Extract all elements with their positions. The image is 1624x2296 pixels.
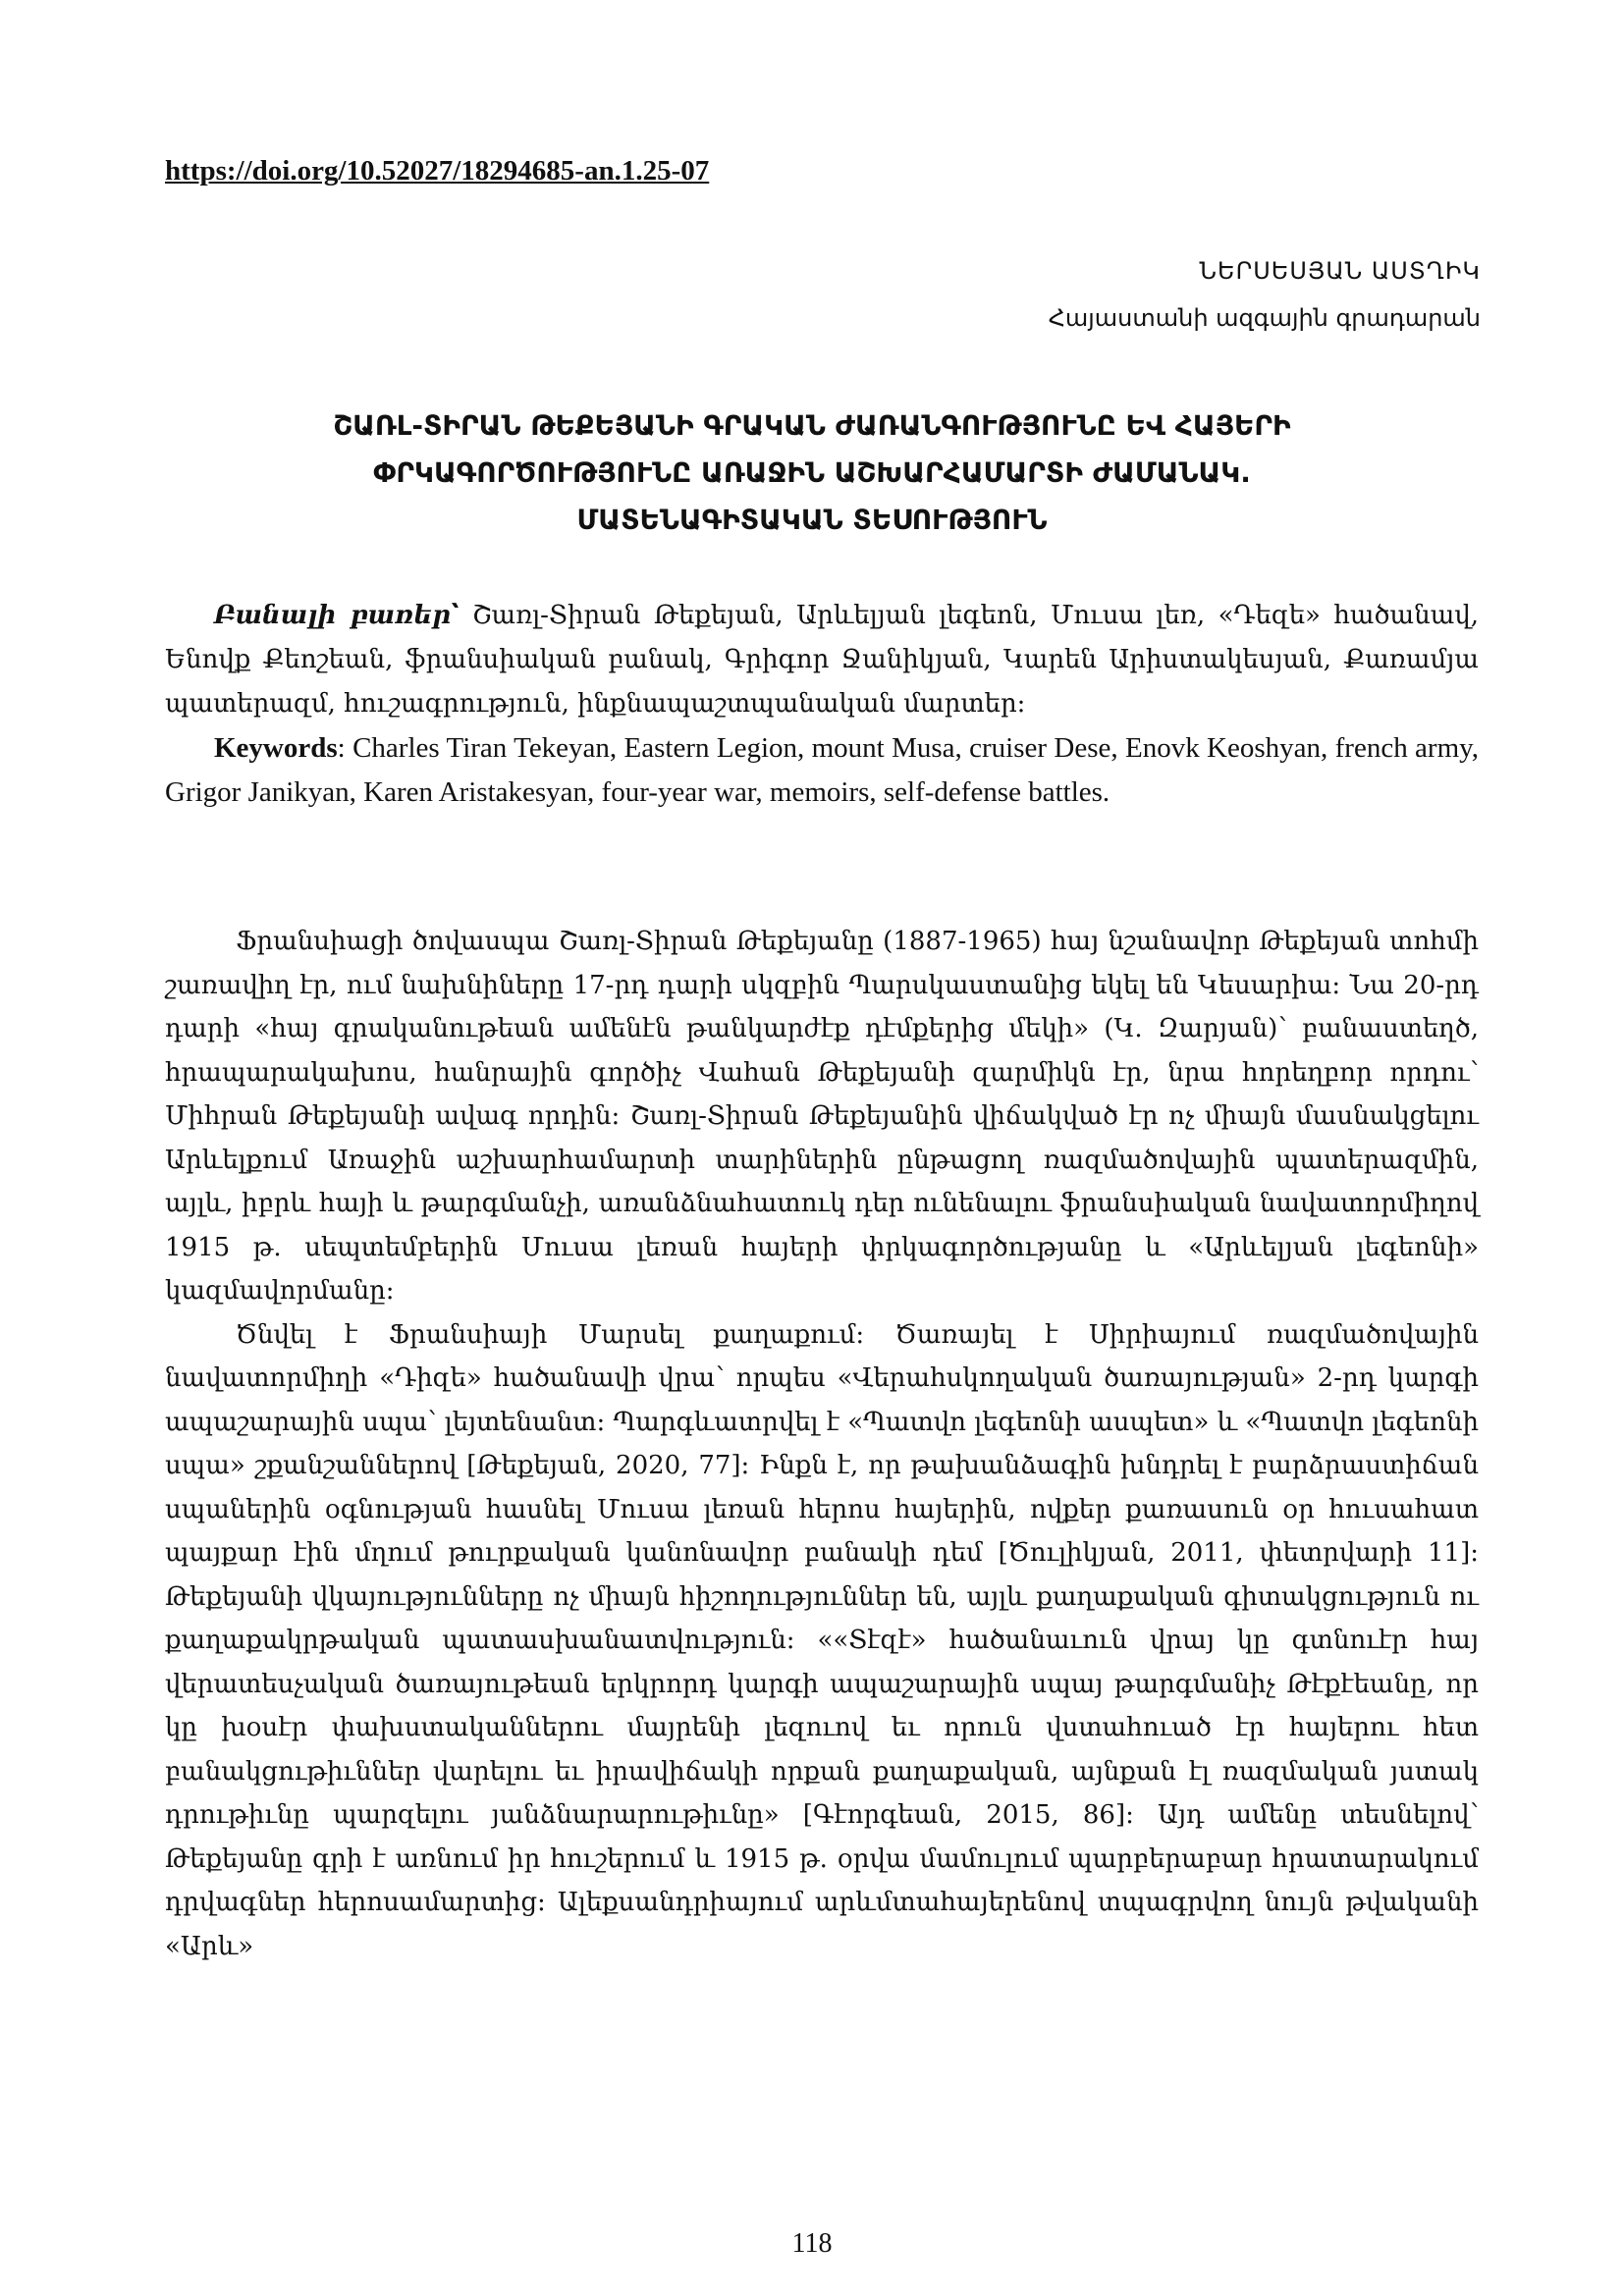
title-line-2: ՓՐԿԱԳՈՐԾՈՒԹՅՈՒՆԸ ԱՌԱՋԻՆ ԱՇԽԱՐՀԱՄԱՐՏԻ ԺԱՄԱՆԱԿ. xyxy=(373,456,1251,489)
body-paragraph: Ծնվել է Ֆրանսիայի Մարսել քաղաքում: Ծառայել է Սիրիայում ռազմածովային նավատորմիղի «Դիզե» հածանավի վրա՝ որպես «Վերահսկողական ծառայության» 2-րդ կարգի ապաշարային սպա՝ լեյտենանտ: Պարգևատրվել է «Պատվո լեգեոնի ասպետ» և «Պատվո լեգեոնի սպա» շքանշաններով [Թեքեյան, 2020, 77]: Ինքն է, որ թախանձագին խնդրել է բարձրաստիճան սպաներին օգնության հասնել Մուսա լեռան հերոս հայերին, ովքեր քառասուն օր հուսահատ պայքար էին մղում թուրքական կանոնավոր բանակի դեմ [Ծուլիկյան, 2011, փետրվարի 11]: Թեքեյանի վկայությունները ոչ միայն հիշողություններ են, այլև քաղաքական գիտակցություն ու քաղաքակրթական պատասխանատվություն: ««Տէզէ» հածանաւուն վրայ կը գտնուէր հայ վերատեսչական ծառայութեան երկրորդ կարգի ապաշարային սպայ թարգմանիչ Թէքէեանը, որ կը խօսէր փախստականներու մայրենի լեզուով եւ որուն վստահուած էր հայերու հետ բանակցութիւններ վարելու եւ իրավիճակի որքան քաղաքական, այնքան էլ ռազմական յստակ դրութիւնը պարզելու յանձնարարութիւնը» [Գէորգեան, 2015, 86]: Այդ ամենը տեսնելով՝ Թեքեյանը գրի է առնում իր հուշերում և 1915 թ. օրվա մամուլում պարբերաբար հրատարակում դրվագներ հերոսամարտից: Ալեքսանդրիայում արևմտահայերենով տպագրվող նույն թվականի «Արև» xyxy=(165,1319,1479,1961)
keywords-armenian-label: Բանալի բառեր՝ xyxy=(214,601,460,630)
article-title xyxy=(147,402,1477,544)
keywords-armenian xyxy=(165,594,1479,726)
keywords-armenian-text: Շառլ-Տիրան Թեքեյան, Արևելյան լեգեոն, Մուսա լեռ, «Դեզե» հածանավ, Ենովք Քեոշեան, ֆրանսիական բանակ, Գրիգոր Ջանիկյան, Կարեն Արիստակեսյան, Քառամյա պատերազմ, հուշագրություն, ինքնապաշտպանական մարտեր: xyxy=(165,601,1480,719)
author-affiliation: Հայաստանի ազգային գրադարան xyxy=(1048,304,1481,332)
title-line-1: ՇԱՌԼ-ՏԻՐԱՆ ԹԵՔԵՅԱՆԻ ԳՐԱԿԱՆ ԺԱՌԱՆԳՈՒԹՅՈՒՆԸ ԵՎ ՀԱՅԵՐԻ xyxy=(333,409,1291,442)
keywords-english-label: Keywords xyxy=(214,732,338,764)
keywords-section xyxy=(165,594,1479,815)
doi-link[interactable]: https://doi.org/10.52027/18294685-an.1.25-07 xyxy=(165,155,710,187)
article-body xyxy=(165,920,1479,1968)
keywords-english-text: : Charles Tiran Tekeyan, Eastern Legion, mount Musa, cruiser Dese, Enovk Keoshyan, french army, Grigor Janikyan, Karen Aristakesyan, four-year war, memoirs, self-defense battles. xyxy=(165,732,1479,808)
keywords-english xyxy=(165,726,1479,815)
author-name: ՆԵՐՍԵՍՅԱՆ ԱՍՏՂԻԿ xyxy=(1199,257,1481,285)
page-number: 118 xyxy=(791,2228,833,2259)
body-paragraph: Ֆրանսիացի ծովասպա Շառլ-Տիրան Թեքեյանը (1887-1965) հայ նշանավոր Թեքեյան տոհմի շառավիղ էր, ում նախնիները 17-րդ դարի սկզբին Պարսկաստանից եկել են Կեսարիա: Նա 20-րդ դարի «հայ գրականութեան ամենէն թանկարժէք դէմքերից մեկի» (Կ. Զարյան)՝ բանաստեղծ, հրապարակախոս, հանրային գործիչ Վահան Թեքեյանի զարմիկն էր, նրա հորեղբոր որդու՝ Միհրան Թեքեյանի ավագ որդին: Շառլ-Տիրան Թեքեյանին վիճակված էր ոչ միայն մասնակցելու Արևելքում Առաջին աշխարհամարտի տարիներին ընթացող ռազմածովային պատերազմին, այլև, իբրև հայի և թարգմանչի, առանձնահատուկ դեր ունենալու ֆրանսիական նավատորմիղով 1915 թ. սեպտեմբերին Մուսա լեռան հայերի փրկագործությանը և «Արևելյան լեգեոնի» կազմավորմանը: xyxy=(165,927,1479,1306)
title-line-3: ՄԱՏԵՆԱԳԻՏԱԿԱՆ ՏԵՍՈՒԹՅՈՒՆ xyxy=(576,504,1048,536)
